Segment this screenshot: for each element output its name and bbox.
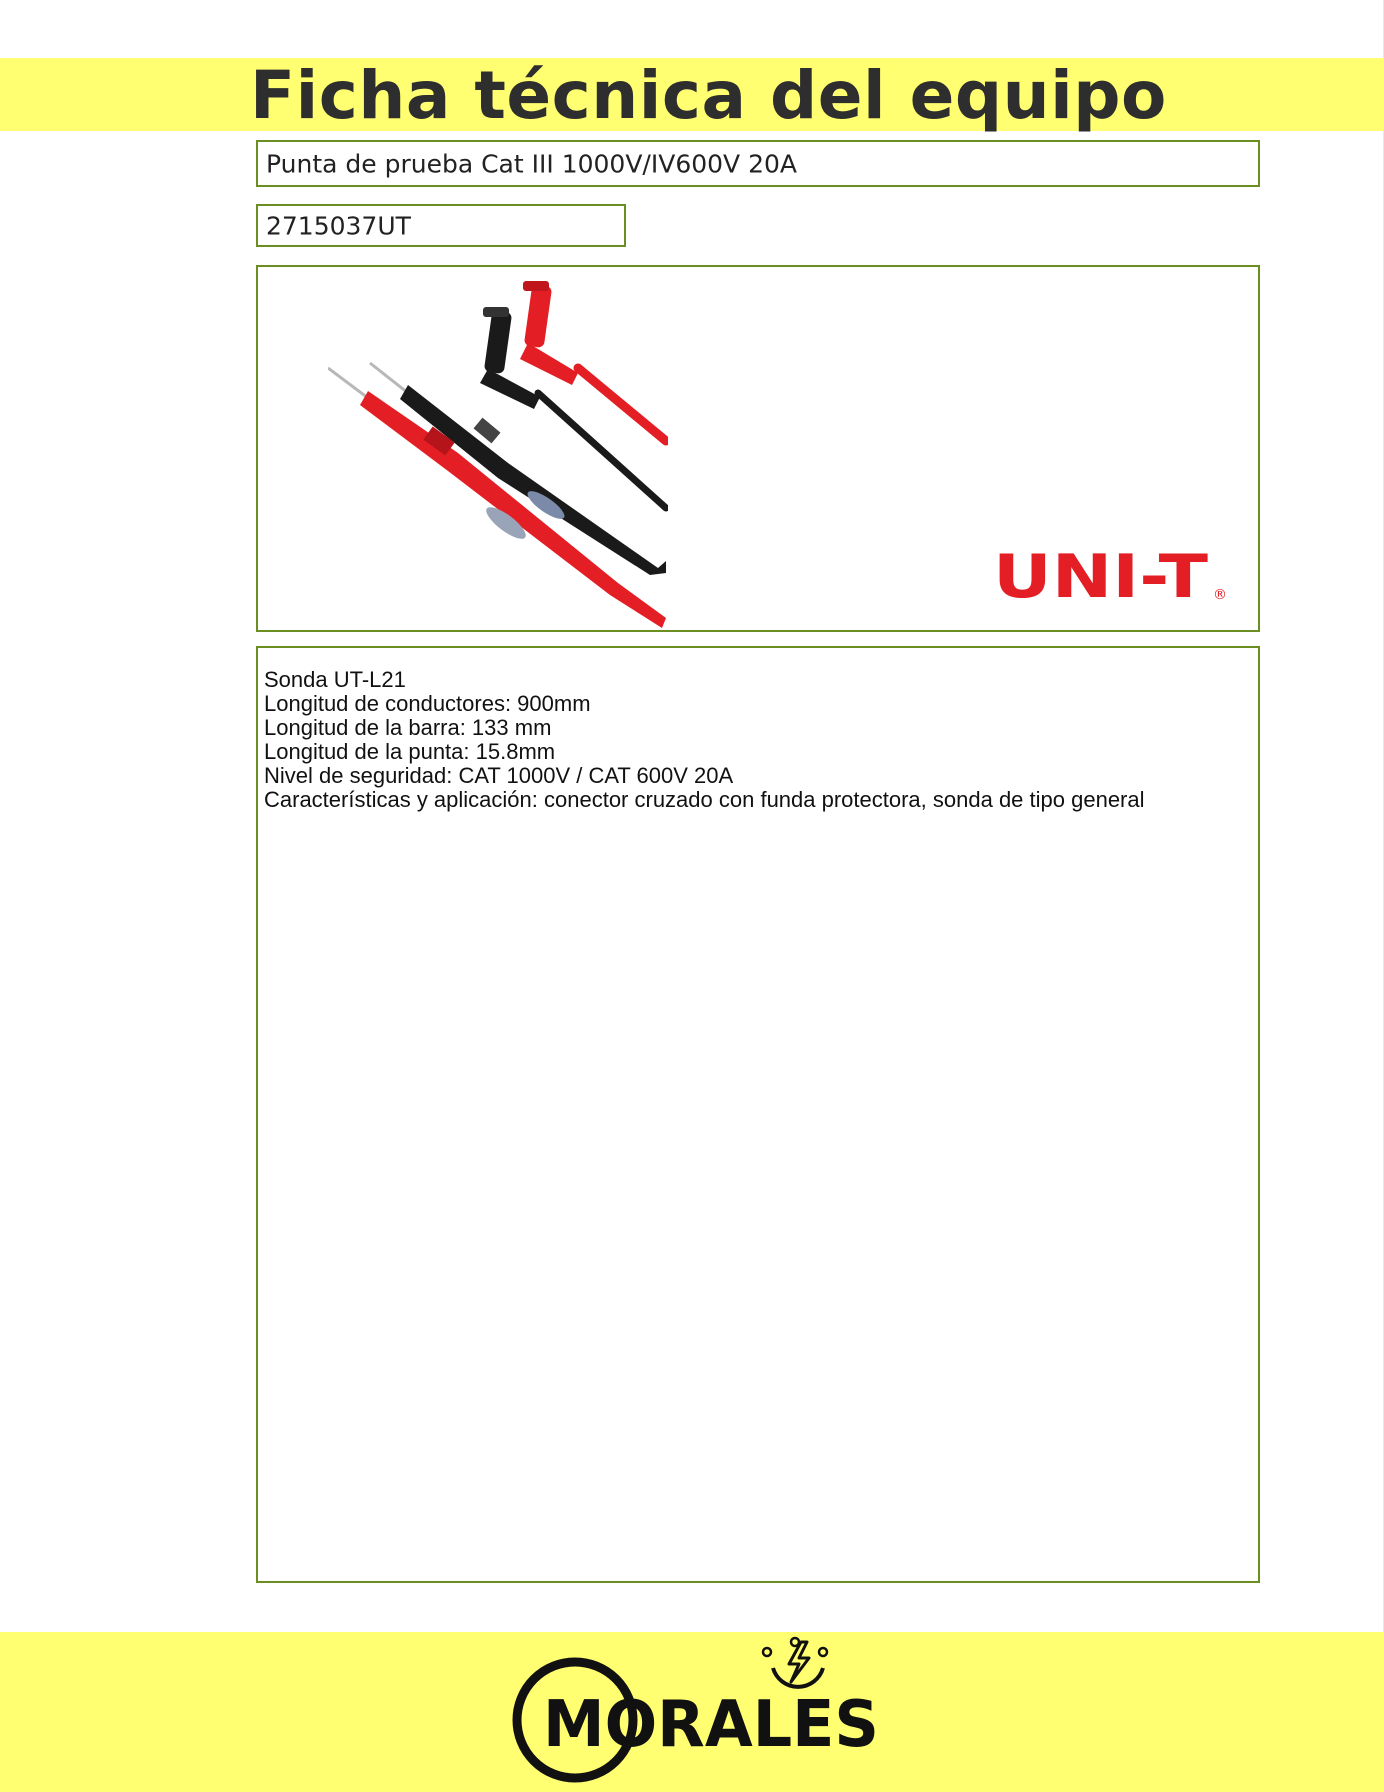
red-cable <box>578 368 666 441</box>
description-line: Sonda UT-L21 <box>264 667 406 692</box>
test-probes-image <box>328 273 668 628</box>
product-name: Punta de prueba Cat III 1000V/IV600V 20A <box>266 149 797 178</box>
product-name-field <box>256 140 1260 187</box>
description-line: Longitud de la barra: 133 mm <box>264 715 552 740</box>
description-line: Longitud de conductores: 900mm <box>264 691 591 716</box>
description-line: Nivel de seguridad: CAT 1000V / CAT 600V 20A <box>264 763 734 788</box>
page-title: Ficha técnica del equipo <box>250 57 1167 134</box>
description-field <box>256 646 1260 1583</box>
morales-logo <box>505 1628 905 1792</box>
uni-t-logo <box>993 545 1233 607</box>
red-probe <box>328 368 666 628</box>
red-connector <box>520 281 578 385</box>
logo-wordmark: MORALES <box>543 1688 879 1762</box>
description-line: Longitud de la punta: 15.8mm <box>264 739 556 764</box>
product-code: 2715037UT <box>266 211 411 240</box>
brand-logo-text: UNI-T <box>993 545 1209 607</box>
product-code-field <box>256 204 626 247</box>
lightning-bolt-icon <box>763 1638 827 1687</box>
description-line: Características y aplicación: conector cruzado con funda protectora, sonda de tipo general <box>264 787 1145 812</box>
description-lines <box>264 668 1145 812</box>
registered-mark: ® <box>1213 587 1227 603</box>
product-image-frame <box>256 265 1260 632</box>
black-cable <box>538 393 666 508</box>
